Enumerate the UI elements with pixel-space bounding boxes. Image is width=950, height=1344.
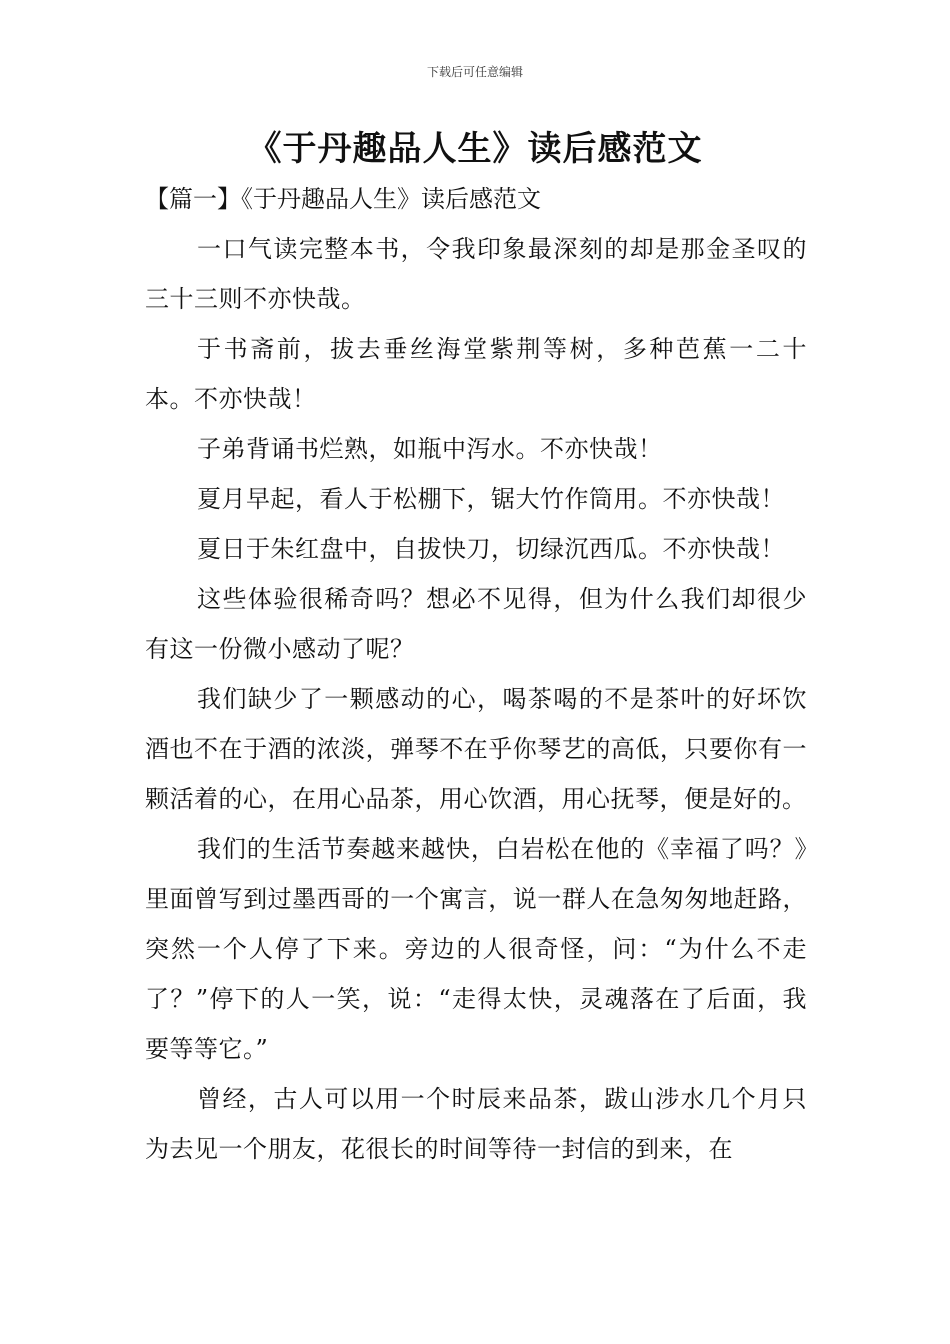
paragraph: 我们缺少了一颗感动的心，喝茶喝的不是茶叶的好坏饮酒也不在于酒的浓淡，弹琴不在乎你琴艺的高低，只要你有一颗活着的心，在用心品茶，用心饮酒，用心抚琴，便是好的。 (145, 685, 807, 813)
section-heading: 【篇一】《于丹趣品人生》读后感范文 (145, 185, 541, 213)
paragraph: 我们的生活节奏越来越快，白岩松在他的《幸福了吗？》里面曾写到过墨西哥的一个寓言，说一群人在急匆匆地赶路，突然一个人停了下来。旁边的人很奇怪，问：“为什么不走了？”停下的人一笑，说：“走得太快，灵魂落在了后面，我要等等它。” (145, 835, 807, 1063)
document-title: 《于丹趣品人生》读后感范文 (247, 129, 703, 169)
paragraph: 曾经，古人可以用一个时辰来品茶，跋山涉水几个月只为去见一个朋友，花很长的时间等待一封信的到来，在 (145, 1085, 807, 1163)
document-body (145, 174, 807, 1174)
paragraph: 于书斋前，拔去垂丝海堂紫荆等树，多种芭蕉一二十本。不亦快哉！ (145, 335, 807, 413)
paragraph: 夏日于朱红盘中，自拔快刀，切绿沉西瓜。不亦快哉！ (197, 535, 785, 563)
paragraph: 这些体验很稀奇吗？想必不见得，但为什么我们却很少有这一份微小感动了呢？ (145, 585, 807, 663)
paragraph: 子弟背诵书烂熟，如瓶中泻水。不亦快哉！ (197, 435, 663, 463)
paragraph: 夏月早起，看人于松棚下，锯大竹作筒用。不亦快哉！ (197, 485, 785, 513)
paragraph: 一口气读完整本书，令我印象最深刻的却是那金圣叹的三十三则不亦快哉。 (145, 235, 807, 313)
header-note: 下载后可任意编辑 (426, 65, 523, 79)
